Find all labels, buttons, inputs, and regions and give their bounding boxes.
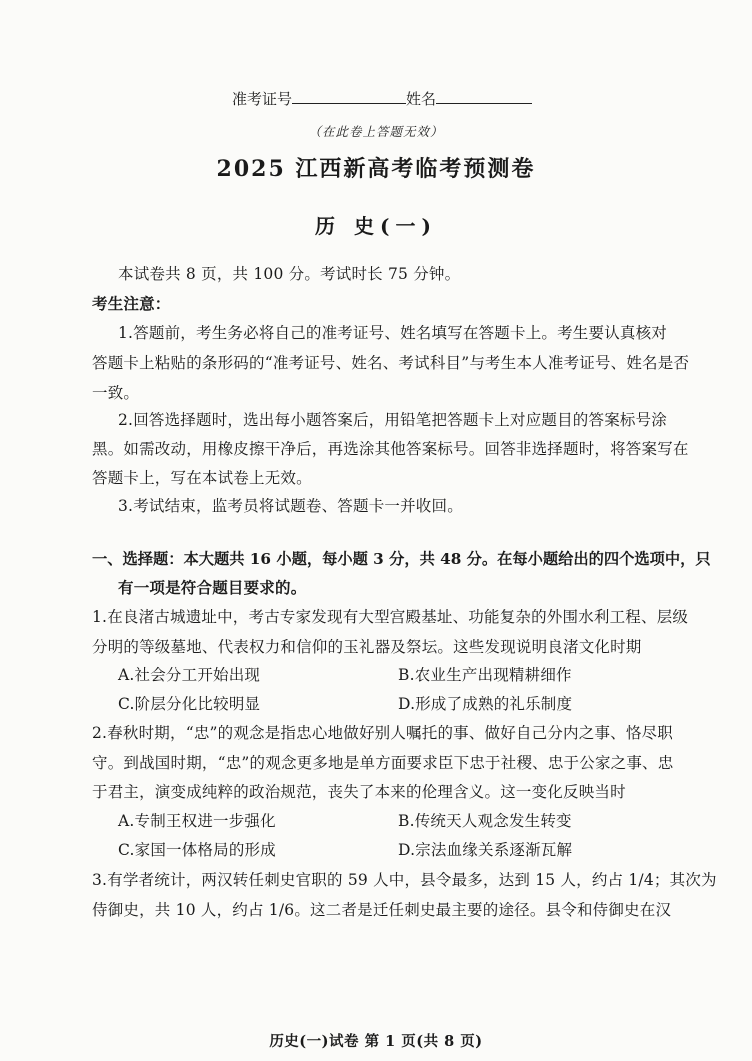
- question-2-option-d[interactable]: D.宗法血缘关系逐渐瓦解: [398, 841, 573, 859]
- question-3-line-1: 3.有学者统计，两汉转任刺史官职的 59 人中，县令最多，达到 15 人，约占 1/4；其次为: [92, 871, 717, 889]
- section-1-heading-line-2: 有一项是符合题目要求的。: [118, 578, 307, 597]
- question-2-line-1: 2.春秋时期，“忠”的观念是指忠心地做好别人嘱托的事、做好自己分内之事、恪尽职: [92, 724, 673, 742]
- note-3: 3.考试结束，监考员将试题卷、答题卡一并收回。: [118, 497, 463, 515]
- question-1-option-d[interactable]: D.形成了成熟的礼乐制度: [398, 695, 573, 713]
- question-2-option-b[interactable]: B.传统天人观念发生转变: [398, 812, 572, 830]
- question-2-line-2: 守。到战国时期，“忠”的观念更多地是单方面要求臣下忠于社稷、忠于公家之事、忠: [92, 754, 674, 772]
- exam-summary: 本试卷共 8 页，共 100 分。考试时长 75 分钟。: [118, 265, 461, 283]
- page-footer: 历史(一)试卷 第 1 页(共 8 页): [269, 1033, 483, 1050]
- note-1-line-3: 一致。: [92, 384, 140, 402]
- note-1-line-2: 答题卡上粘贴的条形码的“准考证号、姓名、考试科目”与考生本人准考证号、姓名是否: [92, 354, 690, 372]
- note-2-line-1: 2.回答选择题时，选出每小题答案后，用铅笔把答题卡上对应题目的答案标号涂: [118, 411, 667, 429]
- question-1-line-1: 1.在良渚古城遗址中，考古专家发现有大型宫殿基址、功能复杂的外围水利工程、层级: [92, 608, 689, 626]
- question-1-option-c[interactable]: C.阶层分化比较明显: [118, 695, 261, 713]
- note-2-line-3: 答题卡上，写在本试卷上无效。: [92, 469, 312, 487]
- exam-id-blank[interactable]: [292, 89, 406, 104]
- question-1-line-2: 分明的等级墓地、代表权力和信仰的玉礼器及祭坛。这些发现说明良渚文化时期: [92, 638, 642, 656]
- exam-id-row: [232, 88, 532, 109]
- question-3-line-2: 侍御史，共 10 人，约占 1/6。这二者是迁任刺史最主要的途径。县令和侍御史在汉: [92, 901, 672, 919]
- question-1-option-a[interactable]: A.社会分工开始出现: [118, 666, 261, 684]
- name-label: 姓名: [406, 90, 437, 108]
- exam-subtitle: 历 史(一): [315, 214, 437, 238]
- question-2-line-3: 于君主，演变成纯粹的政治规范，丧失了本来的伦理含义。这一变化反映当时: [92, 783, 626, 801]
- exam-title: 2025 江西新高考临考预测卷: [216, 156, 536, 182]
- note-1-line-1: 1.答题前，考生务必将自己的准考证号、姓名填写在答题卡上。考生要认真核对: [118, 324, 667, 342]
- name-blank[interactable]: [436, 89, 532, 104]
- section-1-heading-line-1: 一、选择题：本大题共 16 小题，每小题 3 分，共 48 分。在每小题给出的四个选项中，只: [92, 550, 711, 568]
- question-2-option-a[interactable]: A.专制王权进一步强化: [118, 812, 276, 830]
- note-2-line-2: 黑。如需改动，用橡皮擦干净后，再选涂其他答案标号。回答非选择题时，将答案写在: [92, 440, 689, 458]
- answer-invalid-notice: （在此卷上答题无效）: [308, 124, 444, 139]
- exam-id-label: 准考证号: [232, 90, 293, 108]
- question-1-option-b[interactable]: B.农业生产出现精耕细作: [398, 666, 572, 684]
- question-2-option-c[interactable]: C.家国一体格局的形成: [118, 841, 276, 859]
- notes-heading: 考生注意：: [92, 294, 171, 313]
